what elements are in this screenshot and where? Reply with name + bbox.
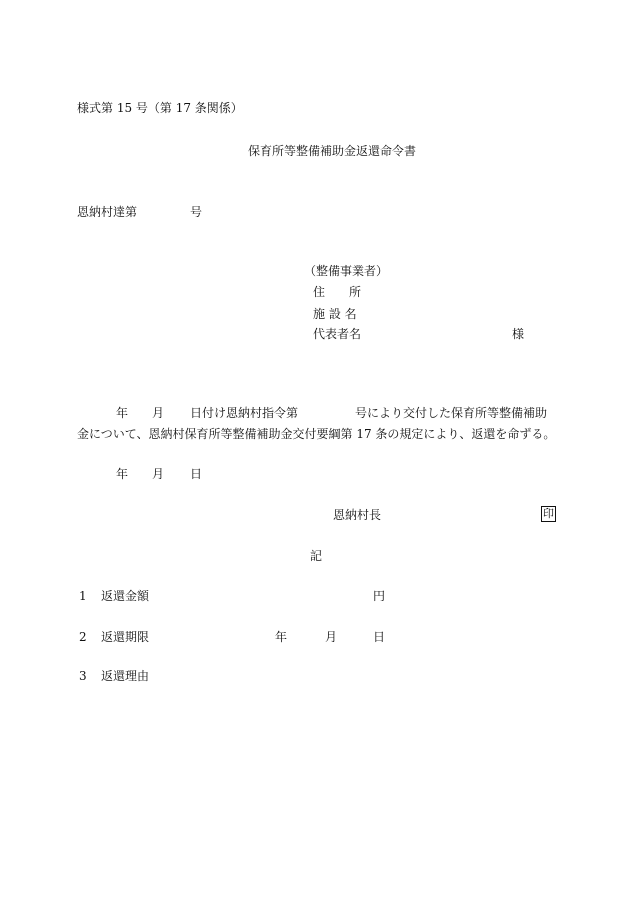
doc-number-prefix: 恩納村達第 <box>77 205 138 219</box>
document-title: 保育所等整備補助金返還命令書 <box>248 144 417 158</box>
recipient-facility-label: 施 設 名 <box>313 307 357 321</box>
body-directive-reference: 日付け恩納村指令第 <box>190 406 299 420</box>
item-label: 返還理由 <box>101 669 150 683</box>
issue-date-day: 日 <box>190 467 203 481</box>
item-number: 2 <box>79 630 87 644</box>
body-text-line1-rest: 号により交付した保育所等整備補助 <box>355 406 548 420</box>
item-number: 1 <box>79 589 87 603</box>
item-label: 返還期限 <box>101 630 150 644</box>
doc-number-suffix: 号 <box>190 205 203 219</box>
ki-heading: 記 <box>310 549 323 563</box>
recipient-honorific: 様 <box>512 327 525 341</box>
item-number: 3 <box>79 669 87 683</box>
seal-mark: 印 <box>543 507 554 520</box>
item-deadline-year: 年 <box>275 630 288 644</box>
item-label: 返還金額 <box>101 589 150 603</box>
form-number-label: 様式第 15 号（第 17 条関係） <box>77 101 243 115</box>
body-text-line2: 金について、恩納村保育所等整備補助金交付要綱第 17 条の規定により、返還を命ずる。 <box>77 427 556 441</box>
body-year-label: 年 <box>116 406 129 420</box>
recipient-address-label: 住 所 <box>313 285 362 299</box>
recipient-heading: （整備事業者） <box>304 264 389 278</box>
item-deadline-day: 日 <box>373 630 386 644</box>
item-amount-unit: 円 <box>373 589 386 603</box>
recipient-representative-label: 代表者名 <box>313 327 362 341</box>
issue-date-month: 月 <box>152 467 165 481</box>
body-month-label: 月 <box>152 406 165 420</box>
item-deadline-month: 月 <box>325 630 338 644</box>
issue-date-year: 年 <box>116 467 129 481</box>
issuer-title: 恩納村長 <box>333 508 382 522</box>
